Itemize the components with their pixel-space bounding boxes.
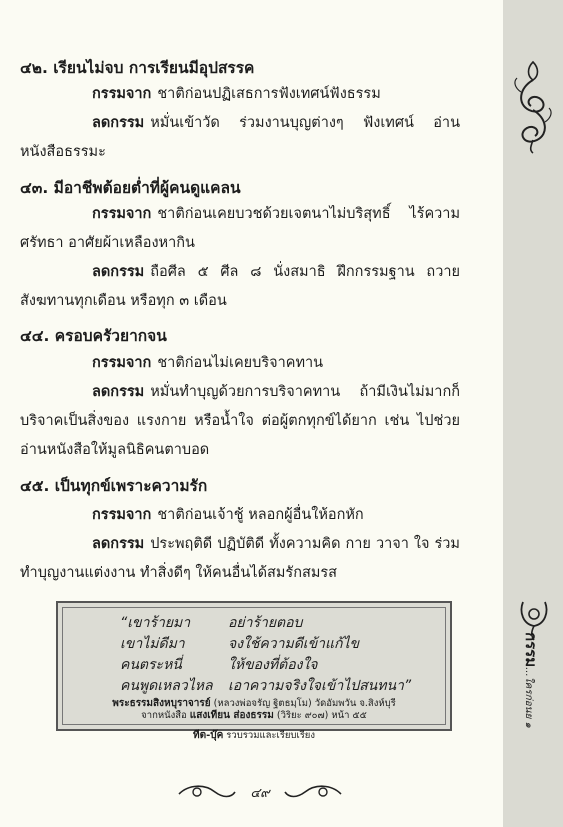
compiler-suffix: รวบรวมและเรียบเรียง — [226, 730, 316, 741]
label-cause: กรรมจาก — [92, 206, 152, 222]
label-remedy: ลดกรรม — [92, 115, 145, 131]
quote-line — [120, 634, 359, 654]
quote-line — [120, 676, 411, 696]
author-name: พระธรรมสิงหบุราจารย์ — [112, 698, 211, 709]
section-heading-43: ๔๓. มีอาชีพต้อยต่ำที่ผู้คนดูแคลน — [20, 179, 241, 197]
quote-line-right: เอาความจริงใจเข้าไปสนทนา” — [228, 678, 412, 694]
label-cause: กรรมจาก — [92, 86, 152, 102]
quote-line-right: อย่าร้ายตอบ — [228, 615, 303, 631]
sidebar-title-small: ...ใครก่อนย ๑ — [523, 667, 534, 728]
quote-compiler — [56, 729, 452, 743]
floral-ornament-icon — [509, 58, 557, 154]
label-remedy: ลดกรรม — [92, 536, 145, 552]
quote-line-right: จงใช้ความดีเข้าแก้ไข — [228, 636, 360, 652]
page-sidebar — [503, 0, 563, 827]
label-remedy: ลดกรรม — [92, 384, 145, 400]
quote-line-left: เขาไม่ดีมา — [120, 636, 185, 652]
paragraph-text: ชาติก่อนเจ้าชู้ หลอกผู้อื่นให้อกหัก — [157, 507, 364, 523]
paragraph-remedy — [20, 530, 460, 588]
section-heading-45: ๔๕. เป็นทุกข์เพราะความรัก — [20, 477, 208, 495]
label-cause: กรรมจาก — [92, 507, 152, 523]
quote-line-left: คนตระหนี่ — [120, 657, 182, 673]
paragraph-text: หมั่นเข้าวัด ร่วมงานบุญต่างๆ ฟังเทศน์ อ่านหนังสือธรรมะ — [20, 115, 460, 160]
book-title-vertical — [519, 632, 543, 772]
section-heading-44: ๔๔. ครอบครัวยากจน — [20, 327, 167, 345]
paragraph-remedy — [20, 378, 460, 465]
source-title: แสงเทียน ส่องธรรม — [189, 710, 274, 721]
quote-source — [58, 709, 450, 723]
quote-box — [56, 601, 452, 731]
quote-line-left: “เขาร้ายมา — [120, 615, 191, 631]
paragraph-remedy — [20, 109, 460, 167]
section-heading-42: ๔๒. เรียนไม่จบ การเรียนมีอุปสรรค — [20, 59, 255, 77]
source-suffix: (วิริยะ ๙๐๗) หน้า ๕๕ — [276, 710, 367, 721]
paragraph-cause — [20, 200, 460, 258]
quote-line — [120, 655, 317, 675]
label-remedy: ลดกรรม — [92, 264, 145, 280]
quote-line — [120, 613, 302, 633]
quote-line-right: ให้ของที่ต้องใจ — [228, 657, 318, 673]
paragraph-text: ถือศีล ๕ ศีล ๘ นั่งสมาธิ ฝึกกรรมฐาน ถวายสังฆทานทุกเดือน หรือทุก ๓ เดือน — [20, 264, 460, 309]
author-detail: (หลวงพ่อจรัญ ฐิตธมฺโม) วัดอัมพวัน จ.สิงห์บุรี — [213, 698, 396, 709]
sidebar-title-big: กรรม — [522, 632, 540, 668]
page-number: ๔๙ — [250, 786, 270, 801]
source-prefix: จากหนังสือ — [141, 710, 187, 721]
paragraph-text: ประพฤติดี ปฏิบัติดี ทั้งความคิด กาย วาจา ใจ ร่วมทำบุญงานแต่งงาน ทำสิ่งดีๆ ให้คนอื่นได้สมรักสมรส — [20, 536, 460, 581]
paragraph-cause — [20, 501, 460, 530]
paragraph-text: ชาติก่อนเคยบวชด้วยเจตนาไม่บริสุทธิ์ ไร้ความศรัทธา อาศัยผ้าเหลืองหากิน — [20, 206, 460, 251]
compiler-name: ทีต-บุ๊ค — [192, 730, 224, 741]
paragraph-cause — [20, 349, 460, 378]
label-cause: กรรมจาก — [92, 355, 152, 371]
paragraph-text: ชาติก่อนปฏิเสธการฟังเทศน์ฟังธรรม — [157, 86, 381, 102]
paragraph-text: ชาติก่อนไม่เคยบริจาคทาน — [157, 355, 324, 371]
paragraph-remedy — [20, 258, 460, 316]
paragraph-cause — [20, 80, 460, 109]
paragraph-text: หมั่นทำบุญด้วยการบริจาคทาน ถ้ามีเงินไม่มากก็บริจาคเป็นสิ่งของ แรงกาย หรือน้ำใจ ต่อผู้ตกทุกข์ได้ยาก เช่น ไปช่วยอ่านหนังสือให้มูลนิธิคนตาบอด — [20, 384, 460, 458]
quote-line-left: คนพูดเหลวไหล — [120, 678, 213, 694]
